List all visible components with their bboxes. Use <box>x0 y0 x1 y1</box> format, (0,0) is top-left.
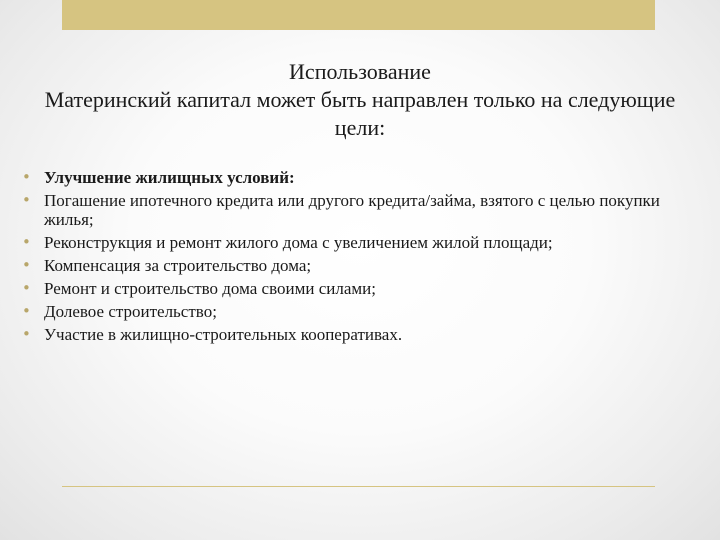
list-item <box>22 191 690 229</box>
list-item-text: Участие в жилищно-строительных кооперативах. <box>44 325 403 344</box>
title-line-1: Использование <box>289 59 431 84</box>
bullet-icon: • <box>22 168 31 186</box>
slide-title <box>30 58 690 142</box>
list-item-text: Погашение ипотечного кредита или другого кредита/займа, взятого с целью покупки жилья; <box>44 191 660 229</box>
list-item <box>22 256 690 275</box>
list-item-text: Компенсация за строительство дома; <box>44 256 312 275</box>
list-item-text: Ремонт и строительство дома своими силами; <box>44 279 376 298</box>
top-accent-bar <box>62 0 655 30</box>
bullet-list <box>22 168 690 348</box>
bullet-icon: • <box>22 279 31 297</box>
list-item-text: Долевое строительство; <box>44 302 217 321</box>
bullet-icon: • <box>22 233 31 251</box>
list-item <box>22 168 690 187</box>
bottom-divider <box>62 486 655 487</box>
list-item <box>22 233 690 252</box>
list-item <box>22 325 690 344</box>
title-line-2: Материнский капитал может быть направлен только на следующие цели: <box>44 87 676 140</box>
bullet-icon: • <box>22 325 31 343</box>
list-item <box>22 279 690 298</box>
list-item-text: Улучшение жилищных условий: <box>44 168 295 187</box>
list-item <box>22 302 690 321</box>
bullet-icon: • <box>22 256 31 274</box>
bullet-icon: • <box>22 191 31 209</box>
bullet-icon: • <box>22 302 31 320</box>
list-item-text: Реконструкция и ремонт жилого дома с увеличением жилой площади; <box>44 233 553 252</box>
